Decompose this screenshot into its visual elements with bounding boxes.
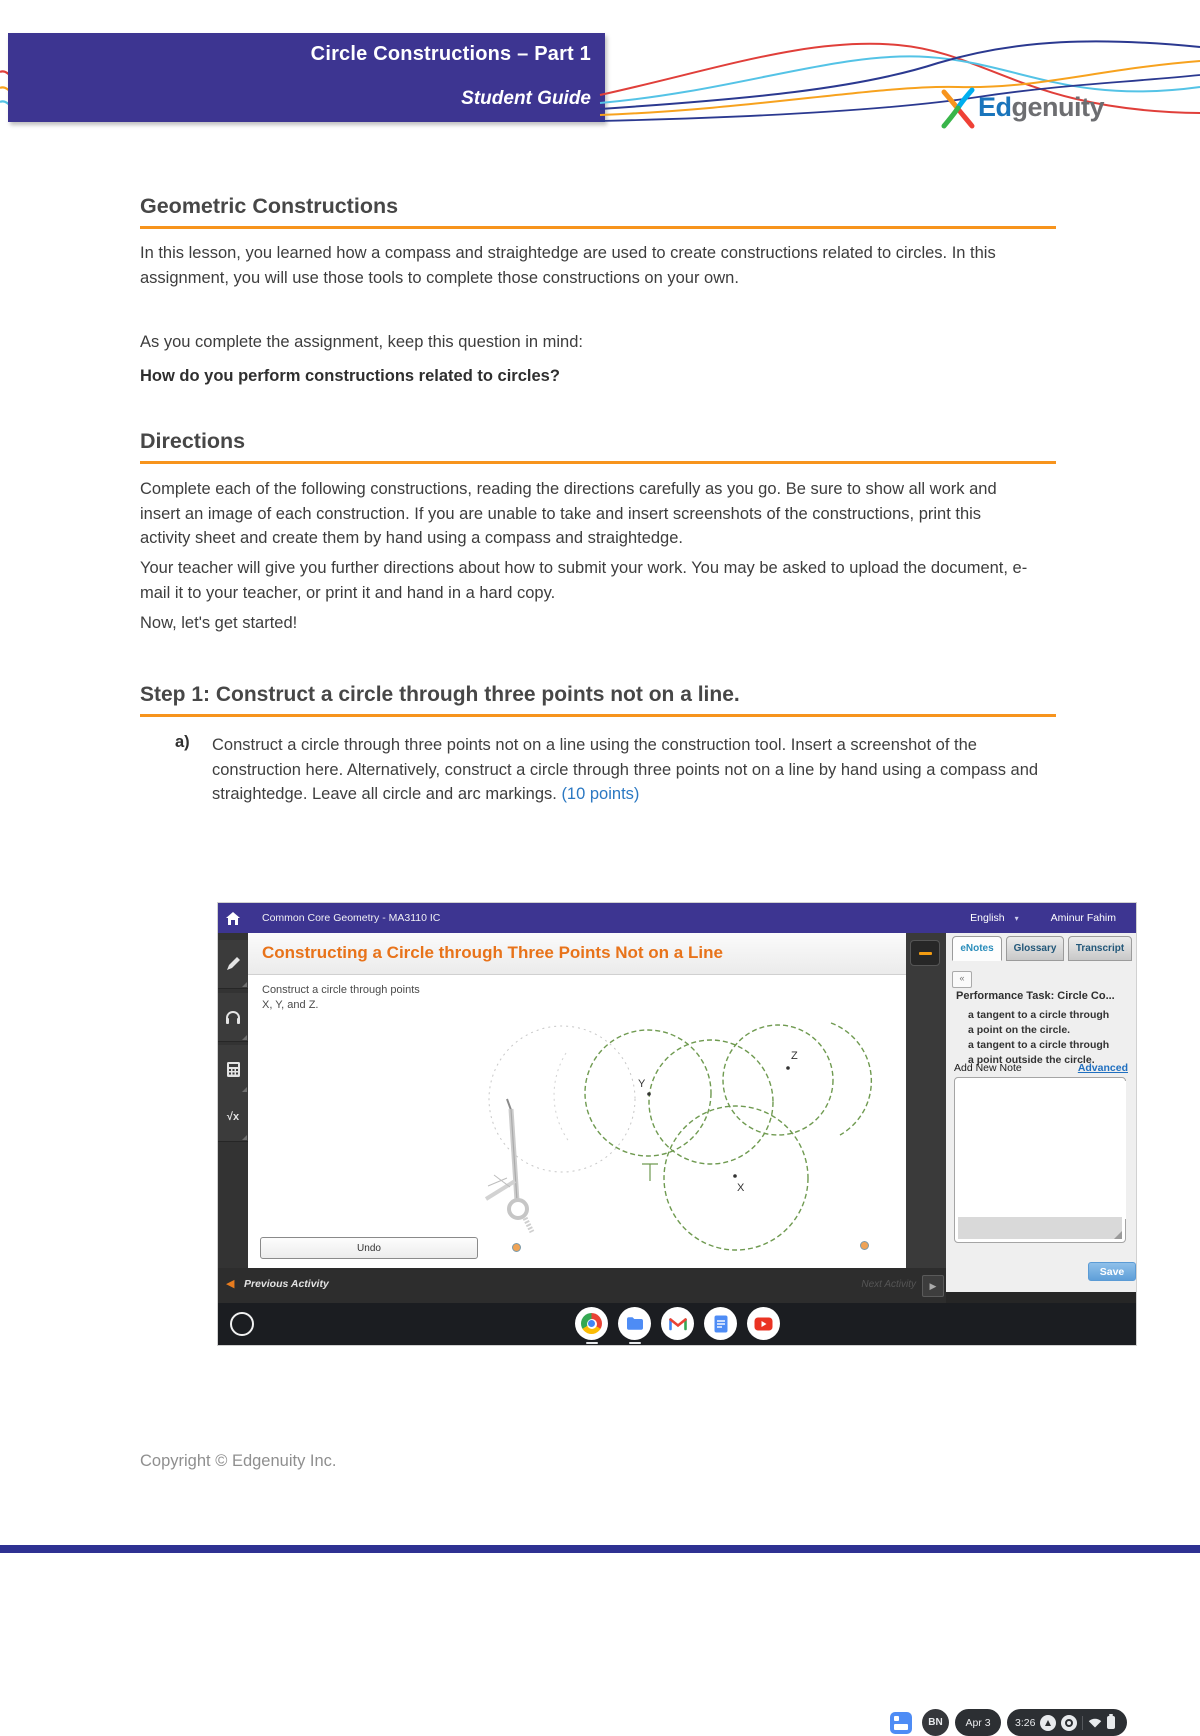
launcher-icon[interactable]	[230, 1312, 254, 1336]
course-title: Common Core Geometry - MA3110 IC	[262, 912, 441, 924]
handle-dot-left[interactable]	[512, 1243, 521, 1252]
calculator-tool-button[interactable]	[218, 1045, 248, 1094]
handle-dot-right[interactable]	[860, 1241, 869, 1250]
heading-geometric-constructions: Geometric Constructions	[140, 194, 1056, 229]
add-new-note-label: Add New Note	[954, 1062, 1022, 1074]
pencil-tool-button[interactable]	[218, 940, 248, 989]
chevron-down-icon[interactable]: ▾	[1014, 913, 1019, 923]
tool-sidebar	[218, 933, 248, 1268]
note-textarea-box	[954, 1077, 1126, 1243]
doc-subtitle: Student Guide	[461, 88, 591, 109]
account-badge[interactable]: BN	[922, 1709, 949, 1736]
clock: 3:26	[1015, 1716, 1036, 1729]
footer-bar	[0, 1545, 1200, 1553]
docs-icon[interactable]	[704, 1307, 737, 1340]
collapse-notes-button[interactable]	[952, 971, 972, 988]
item-a-label: a)	[175, 733, 190, 751]
pencil-icon	[226, 957, 240, 971]
wifi-icon	[1088, 1717, 1102, 1728]
compass-tool[interactable]	[486, 1099, 532, 1232]
tab-glossary[interactable]: Glossary	[1006, 936, 1064, 961]
chrome-active-indicator	[586, 1342, 598, 1344]
point-y-label[interactable]: Y	[638, 1078, 646, 1090]
note-body: a tangent to a circle through a point on the circle. a tangent to a circle through a point outside the circle.	[968, 1009, 1110, 1066]
lesson-title: Constructing a Circle through Three Points Not on a Line	[262, 943, 723, 962]
undo-button[interactable]: Undo	[260, 1237, 478, 1259]
note-title: Performance Task: Circle Co...	[956, 990, 1115, 1002]
home-icon	[226, 912, 240, 925]
title-banner	[8, 33, 605, 122]
add-note-row	[954, 1062, 1130, 1074]
date-pill[interactable]: Apr 3	[955, 1709, 1001, 1736]
activity-navbar	[218, 1268, 946, 1303]
topbar-right	[970, 903, 1116, 933]
directions-paragraph-3: Now, let's get started!	[140, 614, 298, 632]
keep-in-mind-paragraph: As you complete the assignment, keep this question in mind:	[140, 333, 583, 351]
next-arrow-icon: ▶	[929, 1280, 937, 1291]
files-active-indicator	[629, 1342, 641, 1344]
next-activity-label: Next Activity	[861, 1279, 916, 1290]
user-name[interactable]: Aminur Fahim	[1050, 912, 1116, 924]
tab-transcript[interactable]: Transcript	[1068, 936, 1132, 961]
battery-icon	[1107, 1716, 1115, 1729]
note-textarea[interactable]	[958, 1081, 1126, 1219]
copyright-text: Copyright © Edgenuity Inc.	[140, 1452, 337, 1470]
home-button[interactable]	[218, 903, 248, 933]
audio-tool-button[interactable]	[218, 993, 248, 1042]
construction-canvas[interactable]	[248, 975, 906, 1268]
update-status-icon[interactable]	[1040, 1715, 1056, 1731]
lesson-titlebar	[248, 933, 906, 975]
resize-handle[interactable]	[1114, 1231, 1122, 1239]
tray-divider	[1082, 1716, 1083, 1730]
collapse-panel-button[interactable]	[910, 940, 940, 966]
collapse-icon: «	[959, 973, 965, 983]
point-x-label[interactable]: X	[737, 1182, 745, 1194]
status-tray[interactable]	[1007, 1709, 1127, 1736]
next-activity-button[interactable]	[922, 1275, 944, 1297]
lms-topbar	[218, 903, 1136, 933]
directions-paragraph-2: Your teacher will give you further directions about how to submit your work. You may be asked to upload the document, e-mail it to your teacher, or print it and hand in a hard copy.	[140, 559, 1028, 602]
edgenuity-wordmark: Edgenuity	[978, 92, 1105, 122]
blue-app-icon[interactable]	[890, 1712, 912, 1734]
tab-enotes[interactable]: eNotes	[952, 936, 1002, 961]
intro-paragraph: In this lesson, you learned how a compass and straightedge are used to create constructions related to circles. In this assignment, you will use those tools to complete those constructions on your own.	[140, 244, 996, 287]
language-selector[interactable]: English	[970, 912, 1005, 924]
edgenuity-x-icon	[938, 86, 978, 130]
save-button[interactable]: Save	[1088, 1262, 1136, 1281]
headphones-icon	[225, 1010, 241, 1024]
youtube-icon[interactable]	[747, 1307, 780, 1340]
formula-tool-button[interactable]	[218, 1093, 248, 1142]
gmail-icon[interactable]	[661, 1307, 694, 1340]
heading-step1: Step 1: Construct a circle through three points not on a line.	[140, 683, 1056, 717]
advanced-link[interactable]: Advanced	[1077, 1062, 1128, 1074]
heading-directions: Directions	[140, 429, 1056, 464]
textarea-footer	[958, 1217, 1122, 1239]
navbar-filler	[946, 1292, 1136, 1303]
info-status-icon[interactable]	[1061, 1715, 1077, 1731]
item-a-text: Construct a circle through three points not on a line using the construction tool. Insert a screenshot of the construction here. Alternatively, construct a circle through three points not on a line by hand using a compass and straightedge. Leave all circle and arc markings. (10 points)	[212, 736, 1039, 803]
decorative-waves	[598, 25, 1200, 125]
previous-activity-link[interactable]: Previous Activity	[244, 1278, 329, 1290]
minus-icon	[919, 952, 932, 955]
key-question: How do you perform constructions related to circles?	[140, 367, 560, 385]
construction-drawing[interactable]	[248, 975, 906, 1268]
canvas-instruction: Construct a circle through points X, Y, and Z.	[262, 984, 420, 1011]
calculator-icon	[227, 1062, 240, 1077]
panel-divider-strip	[906, 933, 946, 1303]
edgenuity-logo	[938, 86, 1104, 134]
prev-arrow-icon[interactable]: ◀	[226, 1278, 235, 1290]
doc-title: Circle Constructions – Part 1	[310, 43, 591, 65]
chrome-icon[interactable]	[575, 1307, 608, 1340]
directions-paragraph-1: Complete each of the following constructions, reading the directions carefully as you go. Be sure to show all work and insert an image of each construction. If you are unable to take and insert screenshots of the constructions, print this activity sheet and create them by hand using a compass and straightedge.	[140, 480, 997, 547]
files-icon[interactable]	[618, 1307, 651, 1340]
enotes-panel	[946, 933, 1136, 1292]
sqrt-icon: √x	[226, 1111, 240, 1123]
item-a-points: (10 points)	[561, 785, 640, 803]
point-z-label[interactable]: Z	[791, 1050, 798, 1062]
